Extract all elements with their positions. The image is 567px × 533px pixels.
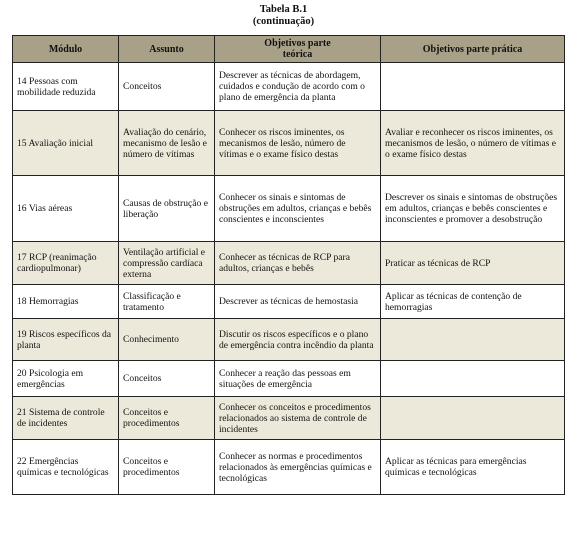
cell-modulo: 14 Pessoas com mobilidade reduzida <box>13 63 119 111</box>
cell-assunto: Causas de obstrução e liberação <box>119 176 215 242</box>
table-row <box>13 111 565 176</box>
cell-pratica <box>381 63 565 111</box>
cell-assunto: Ventilação artificial e compressão cardíaca externa <box>119 242 215 285</box>
cell-modulo: 22 Emergências químicas e tecnológicas <box>13 440 119 495</box>
table-row <box>13 361 565 397</box>
cell-modulo: 16 Vias aéreas <box>13 176 119 242</box>
header-objetivos-teorica: Objetivos parte teórica <box>215 36 381 63</box>
table-row <box>13 63 565 111</box>
cell-modulo: 20 Psicologia em emergências <box>13 361 119 397</box>
cell-pratica <box>381 319 565 361</box>
header-modulo: Módulo <box>13 36 119 63</box>
table-subtitle: (continuação) <box>252 16 315 27</box>
cell-modulo: 21 Sistema de controle de incidentes <box>13 397 119 440</box>
cell-teorica: Conhecer os sinais e sintomas de obstruções em adultos, crianças e bebês conscientes e inconscientes <box>215 176 381 242</box>
cell-pratica: Descrever os sinais e sintomas de obstruções em adultos, crianças e bebês conscientes e inconscientes e promover a desobstrução <box>381 176 565 242</box>
table-title: Tabela B.1 <box>259 4 308 15</box>
cell-modulo: 19 Riscos específicos da planta <box>13 319 119 361</box>
cell-assunto: Conceitos <box>119 361 215 397</box>
cell-teorica: Conhecer as normas e procedimentos relacionados às emergências químicas e tecnológicas <box>215 440 381 495</box>
cell-assunto: Conhecimento <box>119 319 215 361</box>
table-row <box>13 397 565 440</box>
cell-pratica: Aplicar as técnicas de contenção de hemorragias <box>381 285 565 319</box>
cell-pratica <box>381 361 565 397</box>
table-row <box>13 319 565 361</box>
cell-assunto: Conceitos e procedimentos <box>119 397 215 440</box>
cell-modulo: 17 RCP (reanimação cardiopulmonar) <box>13 242 119 285</box>
cell-teorica: Descrever as técnicas de hemostasia <box>215 285 381 319</box>
cell-teorica: Conhecer os riscos iminentes, os mecanismos de lesão, número de vítimas e o exame físico destas <box>215 111 381 176</box>
cell-teorica: Descrever as técnicas de abordagem, cuidados e condução de acordo com o plano de emergência da planta <box>215 63 381 111</box>
cell-modulo: 15 Avaliação inicial <box>13 111 119 176</box>
cell-teorica: Conhecer as técnicas de RCP para adultos, crianças e bebês <box>215 242 381 285</box>
cell-pratica: Avaliar e reconhecer os riscos iminentes, os mecanismos de lesão, o número de vítimas e o exame físico destas <box>381 111 565 176</box>
header-assunto: Assunto <box>119 36 215 63</box>
cell-assunto: Conceitos <box>119 63 215 111</box>
cell-teorica: Discutir os riscos específicos e o plano de emergência contra incêndio da planta <box>215 319 381 361</box>
cell-pratica <box>381 397 565 440</box>
cell-assunto: Conceitos e procedimentos <box>119 440 215 495</box>
cell-assunto: Avaliação do cenário, mecanismo de lesão e número de vítimas <box>119 111 215 176</box>
table-row <box>13 242 565 285</box>
cell-assunto: Classificação e tratamento <box>119 285 215 319</box>
table-row <box>13 440 565 495</box>
cell-teorica: Conhecer os conceitos e procedimentos relacionados ao sistema de controle de incidentes <box>215 397 381 440</box>
header-row <box>13 36 565 63</box>
cell-pratica: Praticar as técnicas de RCP <box>381 242 565 285</box>
modules-table <box>12 35 565 495</box>
cell-pratica: Aplicar as técnicas para emergências químicas e tecnológicas <box>381 440 565 495</box>
cell-teorica: Conhecer a reação das pessoas em situações de emergência <box>215 361 381 397</box>
table-row <box>13 285 565 319</box>
cell-modulo: 18 Hemorragias <box>13 285 119 319</box>
header-objetivos-pratica: Objetivos parte prática <box>381 36 565 63</box>
table-row <box>13 176 565 242</box>
